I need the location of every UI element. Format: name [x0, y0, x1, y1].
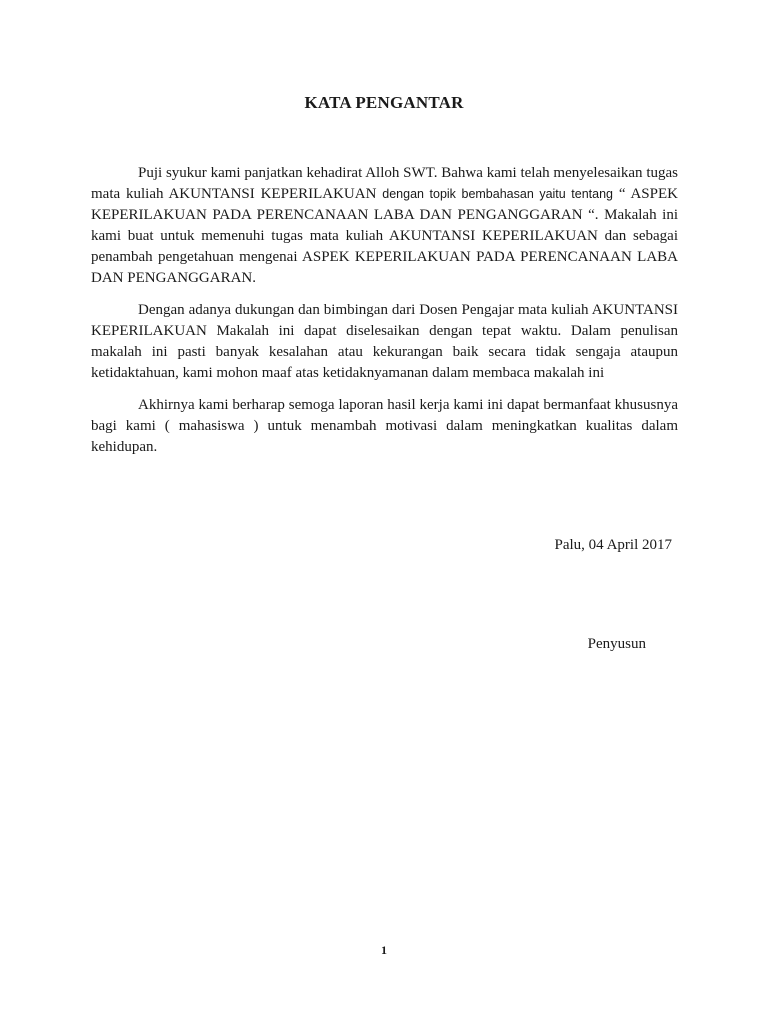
paragraph-1 — [91, 163, 678, 289]
page-number: 1 — [381, 943, 387, 957]
paragraph-3-text: Akhirnya kami berharap semoga laporan hasil kerja kami ini dapat bermanfaat khususnya bagi kami ( mahasiswa ) untuk menambah motivasi dalam meningkatkan kualitas dalam kehidupan. — [91, 397, 678, 455]
paragraph-1-segment-2: dengan topik bembahasan yaitu tentang — [382, 187, 613, 201]
paragraph-1-segment-1: Puji syukur kami panjatkan kehadirat Alloh SWT. Bahwa kami telah menyelesaikan tugas mata kuliah AKUNTANSI KEPERILAKUAN — [91, 165, 678, 202]
author-label: Penyusun — [587, 636, 646, 652]
paragraph-3 — [91, 395, 678, 458]
place-date: Palu, 04 April 2017 — [554, 537, 672, 553]
paragraph-2-text: Dengan adanya dukungan dan bimbingan dari Dosen Pengajar mata kuliah AKUNTANSI KEPERILAKUAN Makalah ini dapat diselesaikan dengan tepat waktu. Dalam penulisan makalah ini pasti banyak kesalahan atau kekurangan baik secara tidak sengaja ataupun ketidaktahuan, kami mohon maaf atas ketidaknyamanan dalam membaca makalah ini — [91, 302, 678, 381]
paragraph-2 — [91, 300, 678, 384]
page-title: KATA PENGANTAR — [304, 93, 464, 112]
paragraph-1-segment-3: “ ASPEK KEPERILAKUAN PADA PERENCANAAN LABA DAN PENGANGGARAN “. Makalah ini kami buat untuk memenuhi tugas mata kuliah AKUNTANSI KEPERILAKUAN dan sebagai penambah pengetahuan mengenai ASPEK KEPERILAKUAN PADA PERENCANAAN LABA DAN PENGANGGARAN. — [91, 186, 678, 286]
paragraph-1-text — [91, 163, 678, 289]
